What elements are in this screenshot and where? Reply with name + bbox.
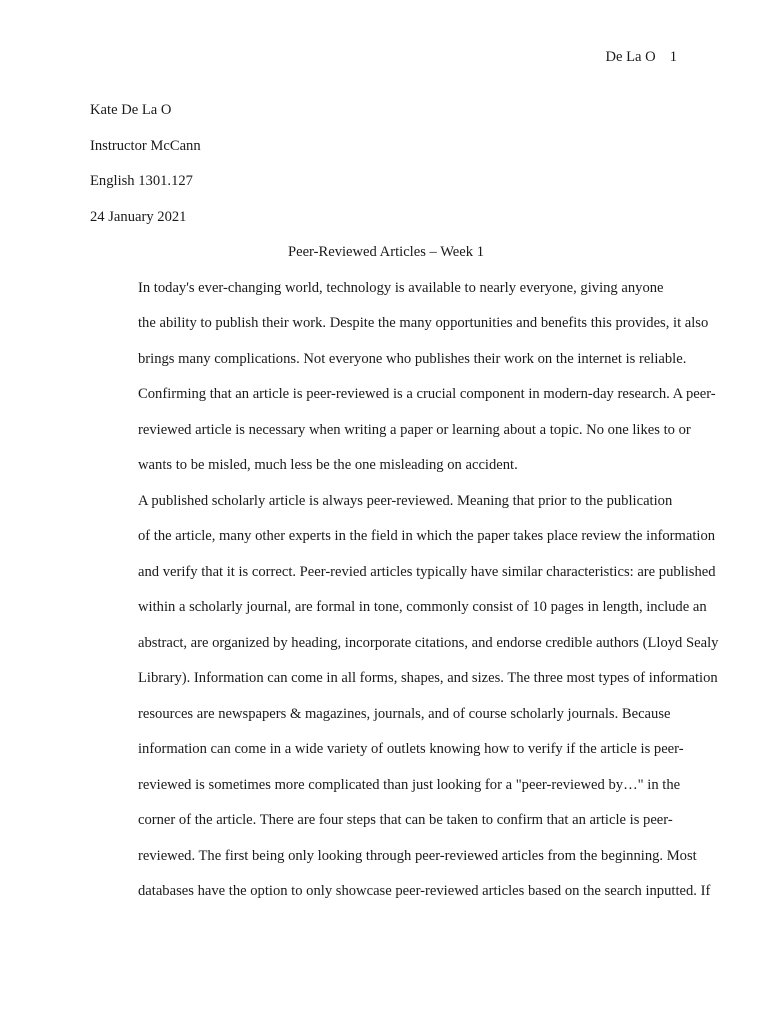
author-name: Kate De La O xyxy=(90,102,172,118)
text-line: abstract, are organized by heading, incorporate citations, and endorse credible authors (Lloyd Sealy xyxy=(138,634,719,651)
running-head-name: De La O xyxy=(605,49,656,65)
text-line: In today's ever-changing world, technology is available to nearly everyone, giving anyone xyxy=(138,279,664,296)
text-line: corner of the article. There are four steps that can be taken to confirm that an article is peer- xyxy=(138,812,673,828)
text-line: resources are newspapers & magazines, journals, and of course scholarly journals. Because xyxy=(138,705,671,722)
text-line: reviewed. The first being only looking through peer-reviewed articles from the beginning. Most xyxy=(138,847,697,864)
text-line: Confirming that an article is peer-reviewed is a crucial component in modern-day research. A peer- xyxy=(138,386,716,402)
document-date: 24 January 2021 xyxy=(90,208,187,225)
text-line: databases have the option to only showcase peer-reviewed articles based on the search inputted. If xyxy=(138,883,711,899)
text-line: A published scholarly article is always peer-reviewed. Meaning that prior to the publication xyxy=(138,492,673,509)
text-line: the ability to publish their work. Despite the many opportunities and benefits this provides, it also xyxy=(138,315,709,331)
course-name: English 1301.127 xyxy=(90,173,193,189)
text-line: wants to be misled, much less be the one misleading on accident. xyxy=(138,457,518,473)
text-line: and verify that it is correct. Peer-revied articles typically have similar characteristics: are published xyxy=(138,563,716,580)
text-line: within a scholarly journal, are formal in tone, commonly consist of 10 pages in length, include an xyxy=(138,599,707,615)
document-title: Peer-Reviewed Articles – Week 1 xyxy=(287,244,485,260)
document-body xyxy=(90,93,719,910)
paragraph-2 xyxy=(90,484,719,910)
text-line: of the article, many other experts in the field in which the paper takes place review the information xyxy=(138,528,716,544)
running-header xyxy=(605,47,677,67)
text-line: brings many complications. Not everyone who publishes their work on the internet is reliable. xyxy=(138,350,687,367)
paragraph-1 xyxy=(90,271,716,484)
page-number: 1 xyxy=(669,49,677,65)
text-line: reviewed article is necessary when writing a paper or learning about a topic. No one likes to or xyxy=(138,421,691,438)
text-line: reviewed is sometimes more complicated than just looking for a "peer-reviewed by…" in the xyxy=(138,776,681,793)
text-line: Library). Information can come in all forms, shapes, and sizes. The three most types of information xyxy=(138,670,718,686)
text-line: information can come in a wide variety of outlets knowing how to verify if the article is peer- xyxy=(138,741,684,757)
instructor-name: Instructor McCann xyxy=(90,137,201,154)
